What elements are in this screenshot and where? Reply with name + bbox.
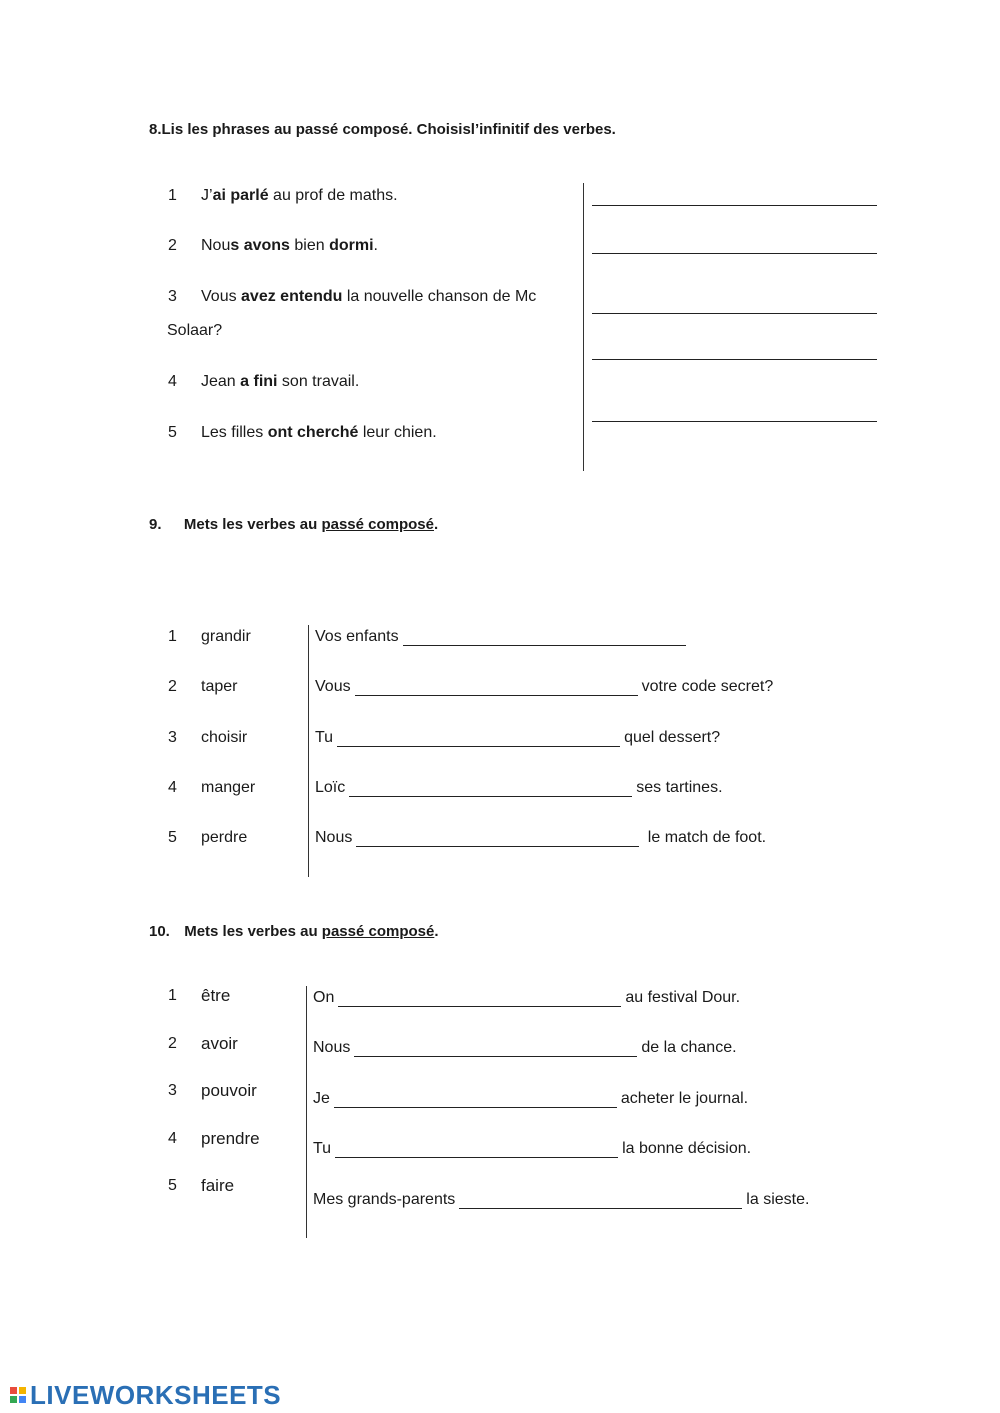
fill-sentence	[313, 988, 740, 1008]
section-9-title-underlined: passé composé	[321, 516, 434, 533]
sentence-text: Les filles	[201, 424, 268, 441]
infinitive-verb: manger	[201, 779, 256, 796]
item-number: 3	[168, 1082, 177, 1099]
verb-bold: a fini	[240, 373, 278, 390]
sentence	[201, 372, 359, 392]
section-10-divider	[306, 986, 307, 1238]
fill-sentence	[315, 677, 773, 697]
logo-square-2	[19, 1387, 26, 1394]
fill-sentence	[315, 627, 690, 647]
section-10-title-text: Mets les verbes au	[184, 923, 322, 940]
answer-input[interactable]	[354, 1040, 637, 1057]
verb-bold: ai parlé	[212, 187, 269, 204]
sentence-end: de la chance.	[641, 1039, 737, 1056]
section-9-number: 9.	[149, 516, 162, 533]
answer-input-8-2[interactable]	[592, 237, 877, 254]
item-number: 1	[168, 187, 177, 204]
infinitive-verb: être	[201, 986, 231, 1005]
infinitive-verb: grandir	[201, 628, 251, 645]
logo-icon	[10, 1387, 26, 1403]
sentence-text: son travail.	[277, 373, 360, 390]
logo-text: LIVEWORKSHEETS	[30, 1379, 282, 1410]
verb-bold: s avons	[230, 237, 290, 254]
sentence-text: bien	[289, 237, 330, 254]
sentence	[201, 423, 437, 443]
infinitive-verb: pouvoir	[201, 1081, 257, 1100]
section-9-divider	[308, 625, 309, 877]
item-number: 3	[168, 288, 177, 305]
fill-sentence	[313, 1038, 737, 1058]
verb-bold: avez entendu	[241, 288, 343, 305]
item-number: 1	[168, 987, 177, 1004]
fill-sentence	[315, 728, 720, 748]
sentence-start: Je	[313, 1090, 330, 1107]
sentence-end: acheter le journal.	[620, 1090, 749, 1107]
sentence-text: au prof de maths.	[268, 187, 398, 204]
section-10-title	[149, 922, 439, 942]
logo-square-3	[10, 1396, 17, 1403]
item-number: 5	[168, 829, 177, 846]
item-number: 4	[168, 779, 177, 796]
fill-sentence	[315, 828, 766, 848]
fill-sentence	[313, 1139, 751, 1159]
sentence-end: le match de foot.	[643, 829, 767, 846]
section-8-divider	[583, 183, 584, 471]
sentence-text: Jean	[201, 373, 241, 390]
infinitive-verb: choisir	[201, 729, 248, 746]
sentence-start: Nous	[315, 829, 353, 846]
logo-square-4	[19, 1396, 26, 1403]
sentence-end: ses tartines.	[636, 779, 723, 796]
sentence-end: quel dessert?	[624, 729, 721, 746]
section-10-title-end: .	[434, 923, 439, 940]
sentence-end: au festival Dour.	[625, 989, 741, 1006]
infinitive-verb: prendre	[201, 1129, 260, 1148]
answer-input[interactable]	[349, 780, 632, 797]
sentence-text: .	[373, 237, 378, 254]
section-10-title-underlined: passé composé	[321, 923, 435, 940]
sentence-start: Tu	[313, 1140, 332, 1157]
sentence-text: leur chien.	[358, 424, 437, 441]
item-number: 2	[168, 1035, 177, 1052]
sentence-start: Vos enfants	[315, 628, 399, 645]
answer-input[interactable]	[337, 730, 620, 747]
answer-input[interactable]	[459, 1192, 742, 1209]
fill-sentence	[315, 778, 723, 798]
item-number: 5	[168, 1177, 177, 1194]
infinitive-verb: taper	[201, 678, 238, 695]
item-number: 5	[168, 424, 177, 441]
sentence-end: la sieste.	[746, 1191, 810, 1208]
answer-input-8-5[interactable]	[592, 405, 877, 422]
answer-input-8-3[interactable]	[592, 297, 877, 314]
answer-input[interactable]	[355, 679, 638, 696]
fill-sentence	[313, 1089, 748, 1109]
answer-input-8-1[interactable]	[592, 189, 877, 206]
answer-input[interactable]	[356, 830, 639, 847]
liveworksheets-logo	[10, 1380, 281, 1410]
verb-bold: ont cherché	[267, 424, 359, 441]
sentence	[201, 236, 378, 256]
item-number: 1	[168, 628, 177, 645]
item-number: 4	[168, 1130, 177, 1147]
answer-input[interactable]	[334, 1091, 617, 1108]
section-9-title-text: Mets les verbes au	[183, 516, 322, 533]
sentence-start: On	[313, 989, 335, 1006]
sentence-start: Loïc	[315, 779, 346, 796]
sentence-continuation: Solaar?	[167, 322, 223, 339]
section-9-title	[149, 515, 438, 535]
infinitive-verb: perdre	[201, 829, 248, 846]
sentence-start: Nous	[313, 1039, 351, 1056]
infinitive-verb: faire	[201, 1176, 235, 1195]
infinitive-verb: avoir	[201, 1034, 238, 1053]
item-number: 2	[168, 678, 177, 695]
section-10-number: 10.	[149, 923, 170, 940]
item-number: 4	[168, 373, 177, 390]
sentence-start: Vous	[315, 678, 351, 695]
sentence-start: Tu	[315, 729, 334, 746]
sentence-text: Vous	[201, 288, 242, 305]
sentence	[201, 287, 536, 307]
sentence-start: Mes grands-parents	[313, 1191, 456, 1208]
fill-sentence	[313, 1190, 809, 1210]
sentence-text: Nou	[201, 237, 231, 254]
answer-input[interactable]	[338, 990, 621, 1007]
sentence-text: J’	[201, 187, 213, 204]
section-8-title: 8.Lis les phrases au passé composé. Choisisl’infinitif des verbes.	[149, 121, 616, 138]
answer-input[interactable]	[335, 1141, 618, 1158]
section-9-title-end: .	[434, 516, 439, 533]
sentence-end: votre code secret?	[641, 678, 774, 695]
sentence-end: la bonne décision.	[622, 1140, 752, 1157]
item-number: 2	[168, 237, 177, 254]
answer-input[interactable]	[403, 629, 686, 646]
verb-bold: dormi	[329, 237, 374, 254]
sentence	[201, 186, 398, 206]
logo-square-1	[10, 1387, 17, 1394]
item-number: 3	[168, 729, 177, 746]
answer-input-8-4[interactable]	[592, 343, 877, 360]
sentence-text: la nouvelle chanson de Mc	[342, 288, 537, 305]
